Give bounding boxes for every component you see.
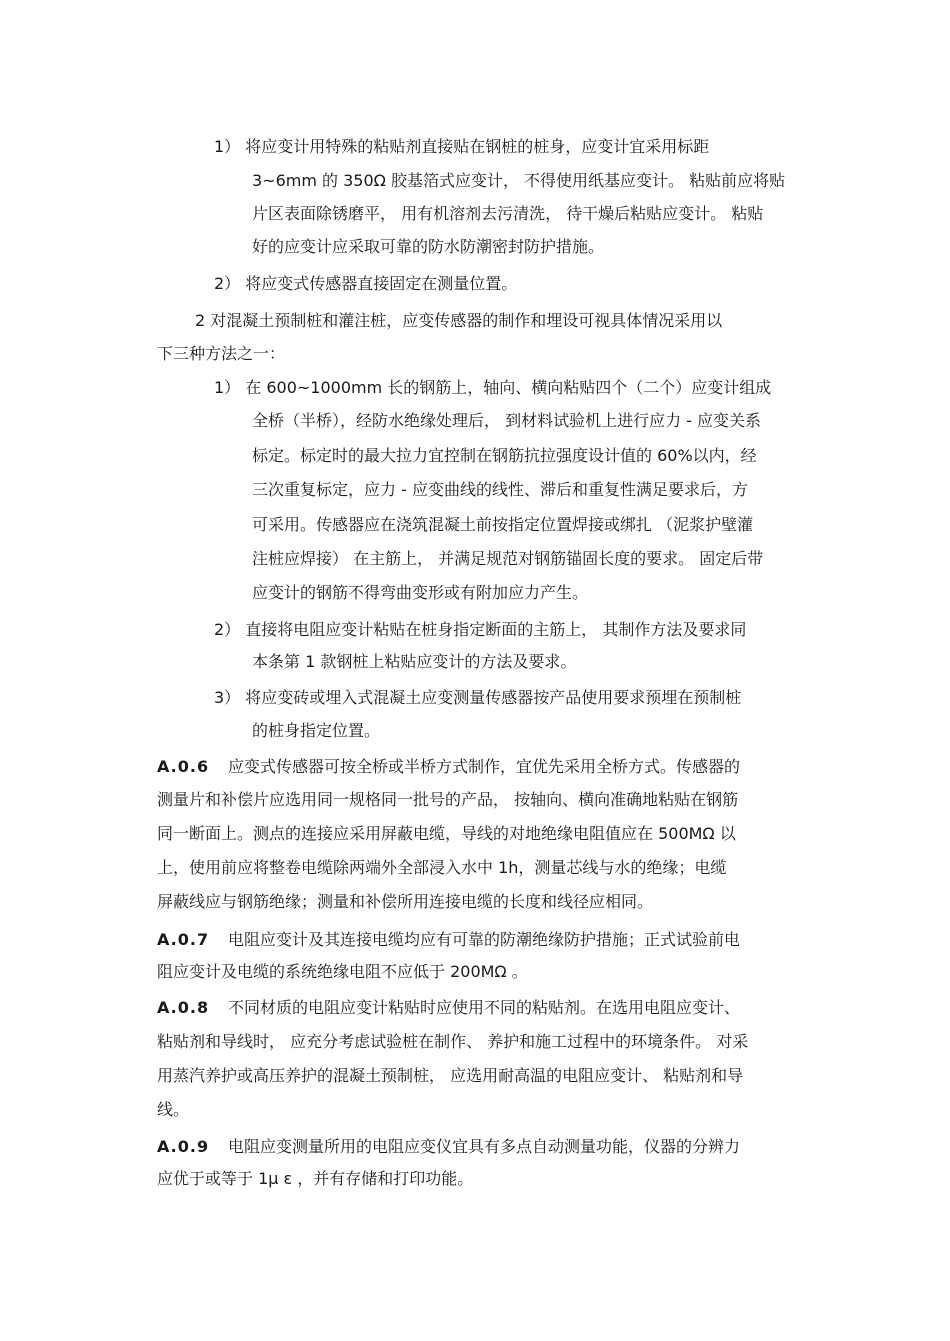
clause-2-item-1-line-4: 三次重复标定，应力 - 应变曲线的线性、滞后和重复性满足要求后，方 xyxy=(252,480,748,499)
clause-a08-label: A.0.8 xyxy=(157,998,210,1017)
clause-2-item-1-line-1: 1） 在 600~1000mm 长的钢筋上，轴向、横向粘贴四个（二个）应变计组成 xyxy=(214,378,772,397)
clause-a07-line-1: 电阻应变计及其连接电缆均应有可靠的防潮绝缘防护措施；正式试验前电 xyxy=(228,930,741,949)
clause-2-item-1-line-6: 注桩应焊接） 在主筋上， 并满足规范对钢筋锚固长度的要求。 固定后带 xyxy=(252,549,764,568)
clause-a08-line-3: 用蒸汽养护或高压养护的混凝土预制桩， 应选用耐高温的电阻应变计、 粘贴剂和导 xyxy=(157,1066,744,1085)
clause-a08-line-2: 粘贴剂和导线时， 应充分考虑试验桩在制作、 养护和施工过程中的环境条件。 对采 xyxy=(157,1032,749,1051)
clause-a06-line-4: 上，使用前应将整卷电缆除两端外全部浸入水中 1h，测量芯线与水的绝缘；电缆 xyxy=(157,858,727,877)
item-2-line-1: 2） 将应变式传感器直接固定在测量位置。 xyxy=(214,274,518,293)
clause-a06-line-5: 屏蔽线应与钢筋绝缘；测量和补偿所用连接电缆的长度和线径应相同。 xyxy=(157,892,654,911)
clause-a06-label: A.0.6 xyxy=(157,757,210,776)
clause-2-line-2: 下三种方法之一： xyxy=(157,344,286,363)
clause-a07-label: A.0.7 xyxy=(157,930,210,949)
clause-a09-label: A.0.9 xyxy=(157,1137,210,1156)
clause-a09-line-1: 电阻应变测量所用的电阻应变仪宜具有多点自动测量功能，仪器的分辨力 xyxy=(228,1137,741,1156)
clause-2-item-1-line-5: 可采用。传感器应在浇筑混凝土前按指定位置焊接或绑扎 （泥浆护壁灌 xyxy=(252,515,754,534)
item-1-line-4: 好的应变计应采取可靠的防水防潮密封防护措施。 xyxy=(252,237,605,256)
clause-2-item-1-line-2: 全桥（半桥），经防水绝缘处理后， 到材料试验机上进行应力 - 应变关系 xyxy=(252,411,762,430)
clause-2-item-3-line-1: 3） 将应变砖或埋入式混凝土应变测量传感器按产品使用要求预埋在预制桩 xyxy=(214,688,742,707)
clause-a09-line-2: 应优于或等于 1μ ε ，并有存储和打印功能。 xyxy=(157,1169,474,1188)
clause-a06-line-3: 同一断面上。测点的连接应采用屏蔽电缆，导线的对地绝缘电阻值应在 500MΩ 以 xyxy=(157,824,736,843)
clause-2-item-2-line-1: 2） 直接将电阻应变计粘贴在桩身指定断面的主筋上， 其制作方法及要求同 xyxy=(214,620,747,639)
item-1-line-1: 1） 将应变计用特殊的粘贴剂直接贴在钢桩的桩身，应变计宜采用标距 xyxy=(214,137,710,156)
clause-a08-line-4: 线。 xyxy=(157,1100,190,1119)
clause-a06-line-2: 测量片和补偿片应选用同一规格同一批号的产品， 按轴向、横向准确地粘贴在钢筋 xyxy=(157,790,739,809)
clause-2-item-3-line-2: 的桩身指定位置。 xyxy=(252,721,381,740)
item-1-line-3: 片区表面除锈磨平， 用有机溶剂去污清洗， 待干燥后粘贴应变计。 粘贴 xyxy=(252,204,764,223)
item-1-line-2: 3~6mm 的 350Ω 胶基箔式应变计， 不得使用纸基应变计。 粘贴前应将贴 xyxy=(252,171,786,190)
clause-2-item-2-line-2: 本条第 1 款钢桩上粘贴应变计的方法及要求。 xyxy=(252,652,577,671)
clause-a07-line-2: 阻应变计及电缆的系统绝缘电阻不应低于 200MΩ 。 xyxy=(157,962,528,981)
clause-a06-line-1: 应变式传感器可按全桥或半桥方式制作，宜优先采用全桥方式。传感器的 xyxy=(228,757,741,776)
clause-2-item-1-line-3: 标定。标定时的最大拉力宜控制在钢筋抗拉强度设计值的 60%以内，经 xyxy=(252,446,757,465)
clause-a08-line-1: 不同材质的电阻应变计粘贴时应使用不同的粘贴剂。在选用电阻应变计、 xyxy=(228,998,741,1017)
clause-2-line-1: 2 对混凝土预制桩和灌注桩，应变传感器的制作和埋设可视具体情况采用以 xyxy=(195,311,723,330)
clause-2-item-1-line-7: 应变计的钢筋不得弯曲变形或有附加应力产生。 xyxy=(252,583,589,602)
